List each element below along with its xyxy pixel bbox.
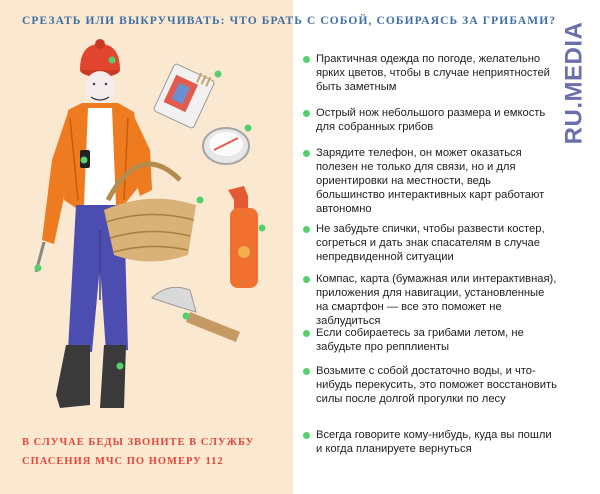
marker-boots: [117, 363, 124, 370]
bullet-icon: [303, 226, 310, 233]
tip-text: Зарядите телефон, он может оказаться полезен не только для связи, но и для ориентировки на местности, ведь большинство интерактивных карт работают автономно: [316, 147, 545, 215]
bullet-icon: [303, 368, 310, 375]
emergency-line-2: СПАСЕНИЯ МЧС ПО НОМЕРУ 112: [22, 456, 224, 467]
tip-repellent: [300, 326, 558, 354]
marker-matches: [215, 71, 222, 78]
boots: [56, 345, 126, 408]
tip-text: Практичная одежда по погоде, желательно ярких цветов, чтобы в случае неприятностей быть заметным: [316, 53, 550, 93]
tip-navigation: [300, 272, 558, 328]
tip-clothing: [300, 52, 558, 94]
folding-knife-icon: [152, 287, 240, 342]
tip-knife: [300, 106, 558, 134]
mushroom-picker-illustration: [0, 0, 293, 430]
tip-text: Компас, карта (бумажная или интерактивная), приложения для навигации, установленные на смартфон — все это поможет не заблудиться: [316, 273, 557, 327]
marker-compass: [245, 125, 252, 132]
tip-text: Острый нож небольшого размера и емкость для собранных грибов: [316, 107, 546, 133]
emergency-notice: [22, 433, 282, 471]
emergency-line-1: В СЛУЧАЕ БЕДЫ ЗВОНИТЕ В СЛУЖБУ: [22, 437, 255, 448]
tip-matches: [300, 222, 558, 264]
matches-icon: [153, 63, 215, 129]
bullet-icon: [303, 56, 310, 63]
compass-icon: [203, 128, 249, 164]
face: [85, 71, 115, 105]
marker-knife: [35, 265, 42, 272]
tip-text: Возьмите с собой достаточно воды, и что-нибудь перекусить, это поможет восстановить силы после долгой прогулки по лесу: [316, 365, 557, 405]
marker-spray: [259, 225, 266, 232]
brand-logo: [559, 21, 589, 145]
bullet-icon: [303, 110, 310, 117]
repellent-spray-icon: [228, 186, 258, 288]
page-title: СРЕЗАТЬ ИЛИ ВЫКРУЧИВАТЬ: ЧТО БРАТЬ С СОБОЙ, СОБИРАЯСЬ ЗА ГРИБАМИ?: [22, 15, 557, 27]
marker-phone: [81, 157, 88, 164]
bullet-icon: [303, 276, 310, 283]
marker-folding-knife: [183, 313, 190, 320]
marker-basket: [197, 197, 204, 204]
tip-phone: [300, 146, 558, 216]
tip-text: Не забудьте спички, чтобы развести костер, согреться и дать знак спасателям в случае непредвиденной ситуации: [316, 223, 545, 263]
tip-water: [300, 364, 558, 406]
marker-clothing: [109, 57, 116, 64]
bullet-icon: [303, 432, 310, 439]
bullet-icon: [303, 330, 310, 337]
tip-text: Если собираетесь за грибами летом, не забудьте про репплиенты: [316, 327, 524, 353]
brand-label: RU.MEDIA: [560, 21, 588, 145]
tip-text: Всегда говорите кому-нибудь, куда вы пошли и когда планируете вернуться: [316, 429, 552, 455]
bullet-icon: [303, 150, 310, 157]
tip-tell-someone: [300, 428, 558, 456]
